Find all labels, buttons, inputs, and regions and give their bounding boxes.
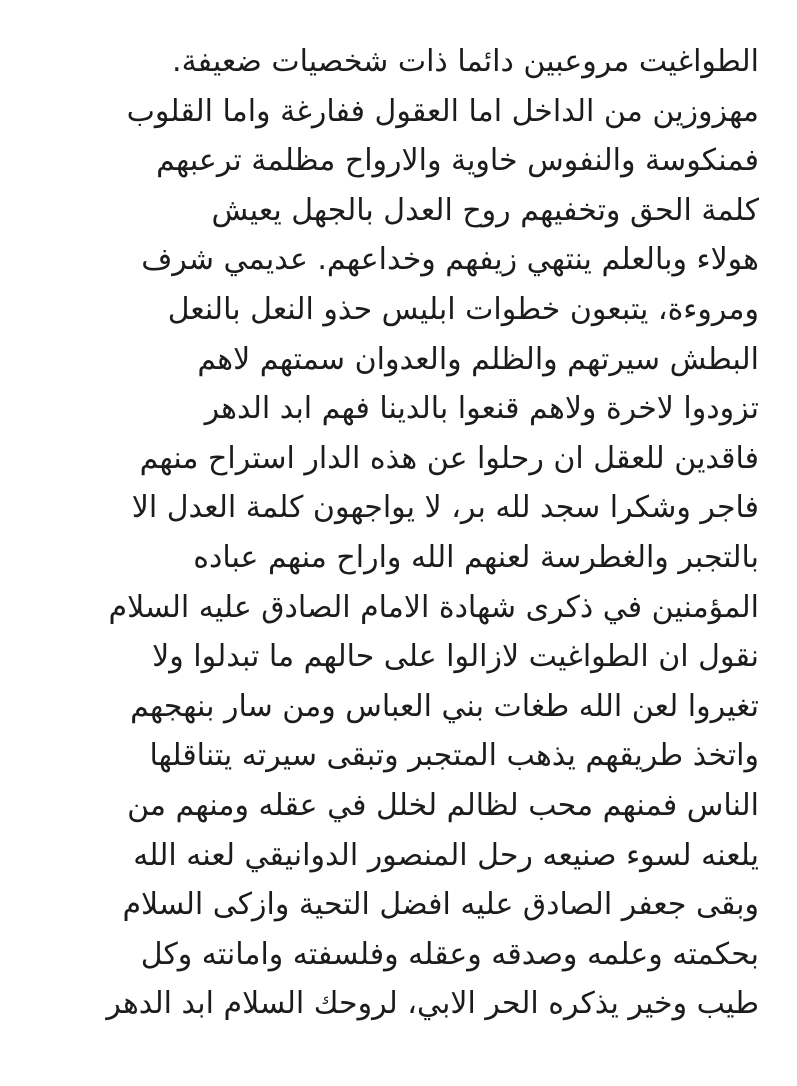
text-line: مهزوزين من الداخل اما العقول ففارغة واما القلوب <box>126 93 759 129</box>
text-line: نقول ان الطواغيت لازالوا على حالهم ما تبدلوا ولا <box>152 639 759 675</box>
text-line: طيب وخير يذكره الحر الابي، لروحك السلام ابد الدهر <box>106 986 759 1022</box>
text-line: ومروءة، يتبعون خطوات ابليس حذو النعل بالنعل <box>167 291 759 327</box>
text-line: المؤمنين في ذكرى شهادة الامام الصادق عليه السلام <box>108 589 759 625</box>
note-text-block <box>37 37 759 1029</box>
text-line: فاقدين للعقل ان رحلوا عن هذه الدار استراح منهم <box>139 440 759 476</box>
text-line: تغيروا لعن الله طغات بني العباس ومن سار بنهجهم <box>130 688 759 724</box>
text-line: الطواغيت مروعبين دائما ذات شخصيات ضعيفة. <box>172 44 759 79</box>
text-line: واتخذ طريقهم يذهب المتجبر وتبقى سيرته يتناقلها <box>149 738 759 774</box>
text-line: بالتجبر والغطرسة لعنهم الله واراح منهم عباده <box>193 539 759 575</box>
text-line: تزودوا لاخرة ولاهم قنعوا بالدينا فهم ابد الدهر <box>204 391 759 427</box>
text-line: وبقى جعفر الصادق عليه افضل التحية وازكى السلام <box>122 887 759 923</box>
text-line: الناس فمنهم محب لظالم لخلل في عقله ومنهم من <box>127 787 759 823</box>
text-line: البطش سيرتهم والظلم والعدوان سمتهم لاهم <box>197 341 759 377</box>
text-line: فاجر وشكرا سجد لله بر، لا يواجهون كلمة العدل الا <box>131 490 759 526</box>
text-line: يلعنه لسوء صنيعه رحل المنصور الدوانيقي لعنه الله <box>133 837 759 873</box>
text-line: بحكمته وعلمه وصدقه وعقله وفلسفته وامانته وكل <box>140 936 759 972</box>
text-line: فمنكوسة والنفوس خاوية والارواح مظلمة ترعبهم <box>156 143 759 179</box>
text-line: كلمة الحق وتخفيهم روح العدل بالجهل يعيش <box>211 192 759 228</box>
text-line: هولاء وبالعلم ينتهي زيفهم وخداعهم. عديمي شرف <box>141 242 759 278</box>
